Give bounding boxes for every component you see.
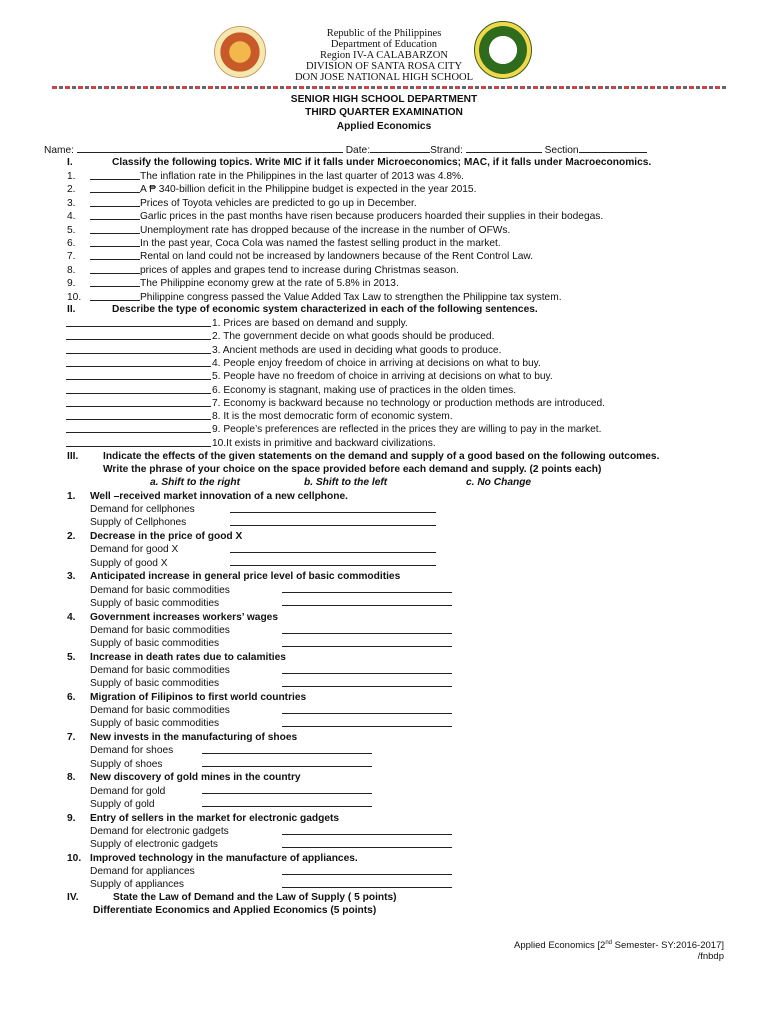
item-number: 7. [67, 732, 76, 744]
supply-label: Supply of appliances [90, 879, 185, 891]
student-info-row [44, 143, 647, 157]
exam-subject: Applied Economics [336, 121, 432, 132]
choice-b: b. Shift to the left [304, 477, 388, 488]
supply-label: Supply of good X [90, 557, 168, 569]
answer-blank[interactable] [66, 366, 211, 367]
item-number: 5. [67, 651, 76, 663]
supply-blank[interactable] [282, 646, 452, 647]
item-number: 6. [67, 692, 76, 703]
footer-sup: nd [605, 940, 613, 946]
item-number: 2. [67, 531, 76, 543]
supply-blank[interactable] [282, 605, 452, 606]
header-line: Region IV-A CALABARZON [320, 50, 448, 61]
item-title: New discovery of gold mines in the country [90, 772, 301, 784]
strand-blank[interactable] [466, 143, 542, 153]
item-title: Increase in death rates due to calamities [90, 651, 286, 663]
answer-blank[interactable] [90, 206, 140, 207]
item-number: 2. [67, 184, 76, 196]
item-number: 8. [67, 264, 76, 276]
demand-blank[interactable] [202, 793, 372, 794]
supply-blank[interactable] [202, 766, 372, 767]
answer-blank[interactable] [90, 192, 140, 193]
question-text: 1. Prices are based on demand and supply. [212, 318, 408, 329]
item-number: 5. [67, 224, 76, 236]
part4-number: IV. [67, 892, 79, 903]
item-number: 3. [67, 571, 76, 583]
choice-a: a. Shift to the right [150, 477, 240, 488]
answer-blank[interactable] [90, 246, 140, 247]
section-blank[interactable] [579, 143, 647, 153]
question-text: 5. People have no freedom of choice in arriving at decisions on what to buy. [212, 371, 553, 383]
item-number: 6. [67, 238, 76, 249]
item-number: 4. [67, 211, 76, 223]
exam-department: SENIOR HIGH SCHOOL DEPARTMENT [290, 94, 478, 105]
footer-initials: /fnbdp [697, 951, 724, 962]
part4-line-1: State the Law of Demand and the Law of Supply ( 5 points) [113, 892, 397, 903]
question-text: 6. Economy is stagnant, making use of practices in the olden times. [212, 384, 517, 396]
question-text: prices of apples and grapes tend to increase during Christmas season. [140, 264, 459, 276]
answer-blank[interactable] [90, 219, 140, 220]
question-text: 9. People’s preferences are reflected in the prices they are willing to pay in the market. [212, 424, 602, 436]
part1-instruction: Classify the following topics. Write MIC if it falls under Microeconomics; MAC, if it falls under Macroeconomics. [112, 157, 652, 168]
demand-label: Demand for cellphones [90, 504, 195, 516]
answer-blank[interactable] [66, 339, 211, 340]
question-text: In the past year, Coca Cola was named the fastest selling product in the market. [140, 238, 501, 249]
answer-blank[interactable] [90, 179, 140, 180]
supply-blank[interactable] [230, 525, 436, 526]
item-title: Entry of sellers in the market for electronic gadgets [90, 812, 340, 824]
demand-blank[interactable] [282, 633, 452, 634]
item-title: Decrease in the price of good X [90, 531, 243, 543]
demand-label: Demand for basic commodities [90, 584, 230, 596]
answer-blank[interactable] [90, 300, 140, 301]
exam-title: THIRD QUARTER EXAMINATION [305, 107, 463, 118]
part3-instruction-2: Write the phrase of your choice on the space provided before each demand and supply. (2 points each) [103, 464, 602, 475]
item-title: New invests in the manufacturing of shoes [90, 732, 298, 744]
date-blank[interactable] [370, 143, 430, 153]
demand-label: Demand for basic commodities [90, 705, 230, 717]
demand-blank[interactable] [282, 834, 452, 835]
supply-label: Supply of electronic gadgets [90, 839, 218, 850]
footer-subject [514, 937, 724, 952]
supply-blank[interactable] [282, 887, 452, 888]
answer-blank[interactable] [90, 233, 140, 234]
question-text: Garlic prices in the past months have risen because producers hoarded their supplies in their bodegas. [140, 211, 604, 223]
part1-number: I. [67, 157, 73, 168]
demand-blank[interactable] [282, 592, 452, 593]
item-number: 9. [67, 812, 76, 824]
question-text: Rental on land could not be increased by landowners because of the Rent Control Law. [140, 251, 534, 263]
demand-label: Demand for appliances [90, 866, 195, 877]
question-text: 8. It is the most democratic form of economic system. [212, 411, 453, 423]
item-title: Anticipated increase in general price level of basic commodities [90, 571, 401, 583]
demand-blank[interactable] [282, 874, 452, 875]
demand-blank[interactable] [282, 713, 452, 714]
demand-blank[interactable] [282, 673, 452, 674]
question-text: A ₱ 340-billion deficit in the Philippine budget is expected in the year 2015. [140, 184, 477, 196]
part2-number: II. [67, 304, 76, 315]
item-number: 7. [67, 251, 76, 263]
demand-label: Demand for shoes [90, 745, 174, 757]
answer-blank[interactable] [66, 432, 211, 433]
question-text: Prices of Toyota vehicles are predicted to go up in December. [140, 197, 417, 209]
part4-line-2: Differentiate Economics and Applied Economics (5 points) [93, 905, 377, 916]
supply-label: Supply of basic commodities [90, 597, 220, 609]
answer-blank[interactable] [66, 353, 211, 354]
item-number: 1. [67, 171, 76, 182]
item-number: 10. [67, 852, 82, 864]
demand-blank[interactable] [230, 552, 436, 553]
demand-label: Demand for electronic gadgets [90, 825, 229, 837]
supply-blank[interactable] [230, 565, 436, 566]
answer-blank[interactable] [90, 286, 140, 287]
header-line: DIVISION OF SANTA ROSA CITY [305, 61, 463, 72]
item-number: 4. [67, 611, 76, 623]
footer-text-b: Semester- SY:2016-2017] [612, 940, 724, 952]
question-text: 4. People enjoy freedom of choice in arriving at decisions on what to buy. [212, 357, 541, 369]
question-text: 2. The government decide on what goods should be produced. [212, 331, 495, 343]
question-text: 10.It exists in primitive and backward civilizations. [212, 437, 436, 449]
item-number: 3. [67, 197, 76, 209]
item-number: 1. [67, 491, 76, 502]
header-line: Department of Education [330, 39, 438, 50]
item-title: Migration of Filipinos to first world countries [90, 692, 307, 703]
part2-instruction: Describe the type of economic system characterized in each of the following sentences. [112, 304, 538, 315]
choice-c: c. No Change [466, 477, 532, 488]
question-text: 7. Economy is backward because no technology or production methods are introduced. [212, 397, 606, 409]
supply-blank[interactable] [282, 847, 452, 848]
supply-label: Supply of gold [90, 798, 155, 810]
demand-label: Demand for gold [90, 785, 166, 797]
question-text: The inflation rate in the Philippines in the last quarter of 2013 was 4.8%. [140, 171, 464, 182]
part3-number: III. [67, 451, 79, 462]
answer-blank[interactable] [90, 259, 140, 260]
demand-label: Demand for basic commodities [90, 624, 230, 636]
demand-label: Demand for good X [90, 544, 179, 556]
item-title: Improved technology in the manufacture of appliances. [90, 852, 358, 864]
demand-label: Demand for basic commodities [90, 665, 230, 676]
supply-label: Supply of basic commodities [90, 638, 220, 649]
footer-text-a: Applied Economics [2 [513, 940, 606, 952]
demand-blank[interactable] [230, 512, 436, 513]
supply-label: Supply of basic commodities [90, 718, 220, 730]
supply-label: Supply of basic commodities [90, 678, 220, 690]
answer-blank[interactable] [66, 419, 211, 420]
section-label: Section [544, 145, 579, 156]
item-title: Well –received market innovation of a new cellphone. [90, 491, 348, 502]
header-divider [52, 86, 728, 89]
answer-blank[interactable] [90, 273, 140, 274]
supply-blank[interactable] [282, 686, 452, 687]
item-number: 9. [67, 278, 76, 290]
strand-label: Strand: [430, 145, 463, 156]
answer-blank[interactable] [66, 326, 211, 327]
item-title: Government increases workers’ wages [90, 611, 278, 623]
question-text: The Philippine economy grew at the rate of 5.8% in 2013. [140, 278, 399, 290]
name-blank[interactable] [77, 143, 343, 153]
answer-blank[interactable] [66, 406, 211, 407]
header-line: DON JOSE NATIONAL HIGH SCHOOL [294, 72, 474, 83]
supply-label: Supply of Cellphones [90, 517, 187, 529]
demand-blank[interactable] [202, 753, 372, 754]
question-text: 3. Ancient methods are used in deciding what goods to produce. [212, 344, 502, 356]
question-text: Philippine congress passed the Value Added Tax Law to strengthen the Philippine tax system. [140, 291, 562, 303]
header-line: Republic of the Philippines [326, 28, 442, 39]
supply-blank[interactable] [202, 806, 372, 807]
answer-blank[interactable] [66, 393, 211, 394]
part3-instruction-1: Indicate the effects of the given statements on the demand and supply of a good based on the following outcomes. [103, 451, 660, 462]
answer-blank[interactable] [66, 379, 211, 380]
item-number: 10. [67, 291, 82, 303]
answer-blank[interactable] [66, 446, 211, 447]
name-label: Name: [44, 145, 75, 156]
item-number: 8. [67, 772, 76, 784]
date-label: Date: [345, 145, 371, 156]
supply-label: Supply of shoes [90, 758, 163, 770]
question-text: Unemployment rate has dropped because of the increase in the number of OFWs. [140, 224, 511, 236]
supply-blank[interactable] [282, 726, 452, 727]
